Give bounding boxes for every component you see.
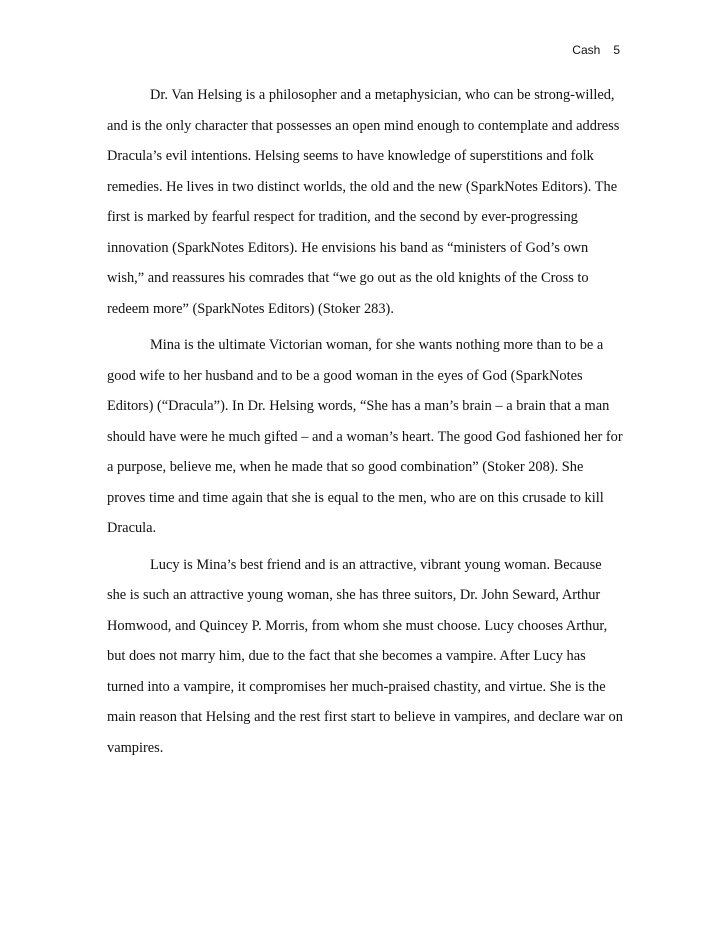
text-line: redeem more” (SparkNotes Editors) (Stoker 283).	[107, 300, 394, 317]
text-line: Homwood, and Quincey P. Morris, from whom she must choose. Lucy chooses Arthur,	[107, 617, 608, 634]
text-line: vampires.	[107, 739, 164, 756]
text-line: Editors) (“Dracula”). In Dr. Helsing words, “She has a man’s brain – a brain that a man	[107, 398, 610, 414]
text-line: she is such an attractive young woman, she has three suitors, Dr. John Seward, Arthur	[107, 587, 601, 603]
text-line: and is the only character that possesses an open mind enough to contemplate and address	[107, 117, 620, 134]
paragraph-mina	[107, 330, 623, 544]
text-line: Dr. Van Helsing is a philosopher and a metaphysician, who can be strong-willed,	[150, 87, 615, 103]
text-line: Dracula.	[107, 520, 157, 536]
text-line: a purpose, believe me, when he made that so good combination” (Stoker 208). She	[107, 459, 584, 475]
document-body	[107, 80, 623, 769]
text-line: Dracula’s evil intentions. Helsing seems to have knowledge of superstitions and folk	[107, 148, 594, 164]
text-line: Lucy is Mina’s best friend and is an attractive, vibrant young woman. Because	[150, 556, 602, 573]
text-line: first is marked by fearful respect for tradition, and the second by ever-progressing	[107, 209, 578, 225]
text-line: main reason that Helsing and the rest first start to believe in vampires, and declare war on	[107, 709, 623, 725]
text-line: good wife to her husband and to be a good woman in the eyes of God (SparkNotes	[107, 367, 583, 384]
paragraph-van-helsing	[107, 80, 623, 324]
text-line: should have were he much gifted – and a woman’s heart. The good God fashioned her for	[107, 428, 623, 445]
text-line: wish,” and reassures his comrades that “we go out as the old knights of the Cross to	[107, 270, 589, 286]
header-author: Cash	[572, 43, 601, 57]
text-line: remedies. He lives in two distinct worlds, the old and the new (SparkNotes Editors). The	[107, 178, 618, 195]
text-line: innovation (SparkNotes Editors). He envisions his band as “ministers of God’s own	[107, 239, 589, 256]
text-line: proves time and time again that she is equal to the men, who are on this crusade to kill	[107, 489, 604, 506]
header-page-number: 5	[613, 43, 620, 57]
text-line: Mina is the ultimate Victorian woman, for she wants nothing more than to be a	[150, 337, 604, 353]
paragraph-lucy	[107, 550, 623, 764]
page-header	[572, 43, 620, 57]
text-line: but does not marry him, due to the fact that she becomes a vampire. After Lucy has	[107, 648, 586, 664]
text-line: turned into a vampire, it compromises her much-praised chastity, and virtue. She is the	[107, 678, 606, 695]
